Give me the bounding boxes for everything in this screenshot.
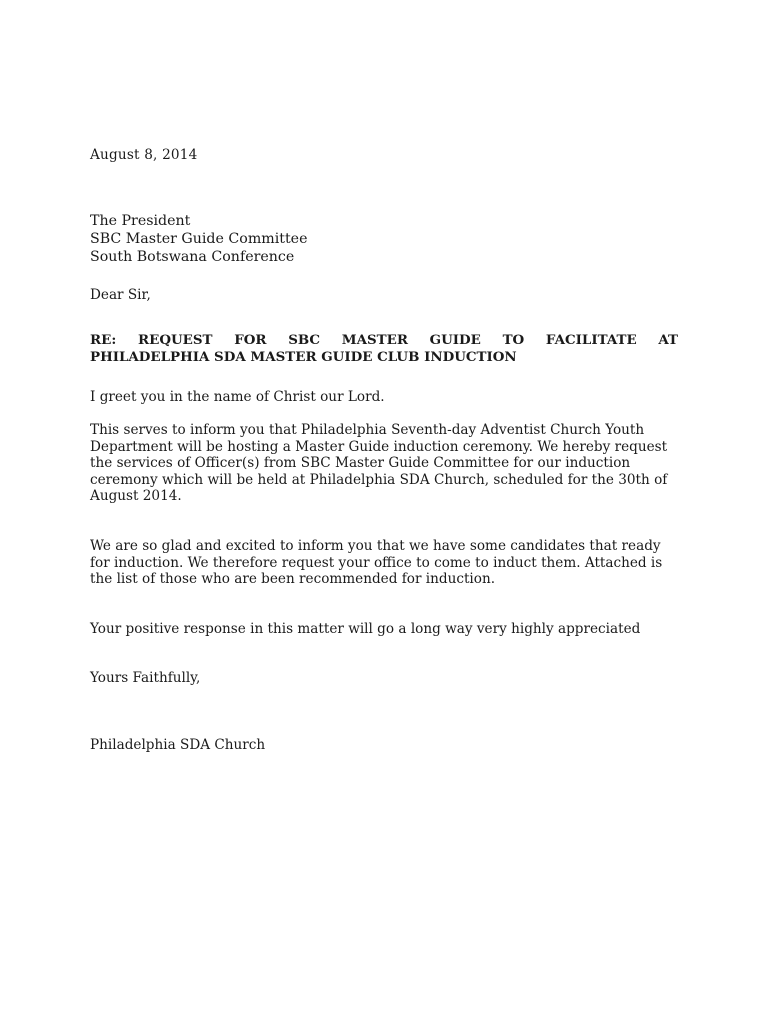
- recipient-title: The President: [90, 213, 191, 229]
- subject-line-2: PHILADELPHIA SDA MASTER GUIDE CLUB INDUCTION: [90, 348, 517, 365]
- letter-page: [90, 0, 678, 1024]
- paragraph-2-line: the list of those who are been recommended for induction.: [90, 571, 496, 588]
- paragraph-3: Your positive response in this matter will go a long way very highly appreciated: [90, 621, 641, 637]
- recipient-address: [90, 212, 678, 266]
- paragraph-1-line: This serves to inform you that Philadelphia Seventh-day Adventist Church Youth: [90, 422, 645, 438]
- paragraph-2: [90, 538, 678, 588]
- paragraph-1-line: ceremony which will be held at Philadelphia SDA Church, scheduled for the 30th of: [90, 471, 668, 488]
- paragraph-2-line: for induction. We therefore request your office to come to induct them. Attached is: [90, 554, 663, 571]
- letter-date: August 8, 2014: [90, 147, 198, 163]
- paragraph-1-line: the services of Officer(s) from SBC Master Guide Committee for our induction: [90, 455, 631, 472]
- paragraph-2-line: We are so glad and excited to inform you that we have some candidates that ready: [90, 538, 661, 554]
- signature: Philadelphia SDA Church: [90, 737, 266, 753]
- paragraph-1: [90, 422, 678, 505]
- greeting: I greet you in the name of Christ our Lord.: [90, 389, 385, 405]
- recipient-committee: SBC Master Guide Committee: [90, 231, 308, 247]
- recipient-conference: South Botswana Conference: [90, 249, 295, 265]
- paragraph-1-line: Department will be hosting a Master Guide induction ceremony. We hereby request: [90, 438, 668, 455]
- paragraph-1-line: August 2014.: [90, 488, 182, 505]
- salutation: Dear Sir,: [90, 287, 151, 303]
- subject-line-1: RE: REQUEST FOR SBC MASTER GUIDE TO FACILITATE AT: [90, 332, 678, 348]
- subject-line: [90, 332, 678, 365]
- closing: Yours Faithfully,: [90, 670, 201, 686]
